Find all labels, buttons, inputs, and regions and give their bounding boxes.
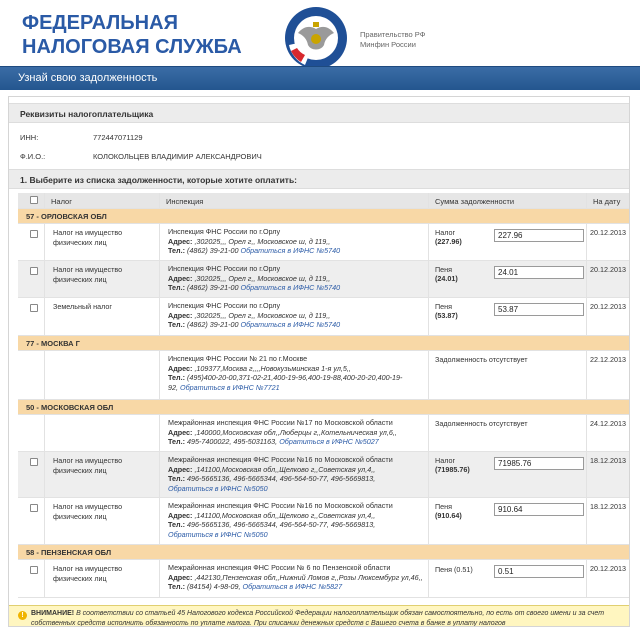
tax-name: Налог на имущество физических лиц [53, 502, 123, 521]
phone-label: Тел.: [168, 246, 187, 255]
warning-body: В соответствии со статьей 45 Налогового кодекса Российской Федерации налогоплательщик обязан самостоятельно, по есть от своего имени и за счет собственных средств исполнить обязанность по уплате налога. При списании денежных средств с Вашего счета в банке в уплату налогов [31, 610, 605, 627]
gov-line-1[interactable]: Правительство РФ [360, 30, 426, 39]
address-text: ,442130,Пензенская обл,,Нижний Ломов г,,Розы Люксембург ул,46,, [194, 572, 423, 582]
address-label: Адрес: [168, 572, 195, 582]
amount-type: Налог [435, 456, 456, 465]
warning-lead: ВНИМАНИЕ! [31, 610, 75, 617]
phone-label: Тел.: [168, 520, 187, 529]
inspection-name: Инспекция ФНС России по г.Орлу [168, 227, 281, 236]
phone-text: (84154) 4-98-09, [186, 582, 241, 591]
contact-inspection-link[interactable]: Обратиться в ИФНС №5827 [242, 582, 343, 591]
amount-type: Пеня [435, 302, 453, 311]
inspection-info [168, 227, 426, 256]
phone-text: 496-5665136, 496-5665344, 496-564-50-77, 496-5669813, [186, 520, 376, 529]
fns-logo-text[interactable] [22, 11, 242, 59]
region-group-row [18, 209, 629, 224]
col-tax: Налог [51, 197, 72, 206]
address-text: ,140000,Московская обл,,Люберцы г,,Котельническая ул,6,, [194, 427, 397, 437]
address-text: ,141100,Московская обл,,Щелково г,,Советская ул,4,, [194, 510, 376, 520]
amount-original: (910.64) [435, 511, 462, 520]
contact-inspection-link[interactable]: Обратиться в ИФНС №5740 [240, 246, 341, 255]
address-label: Адрес: [168, 363, 195, 373]
brand-line-2: НАЛОГОВАЯ СЛУЖБА [22, 36, 242, 58]
debt-date: 22.12.2013 [590, 355, 626, 364]
debts-section-title [9, 169, 629, 189]
debt-date: 20.12.2013 [590, 564, 626, 573]
inspection-info [168, 354, 403, 392]
taxpayer-section-title [9, 103, 629, 123]
region-group-row [18, 545, 629, 560]
warning-icon: ! [18, 611, 27, 620]
phone-text: 496-5665136, 496-5665344, 496-564-50-77, 496-5669813, [186, 474, 376, 483]
inspection-name: Межрайонная инспекция ФНС России №16 по Московской области [168, 501, 393, 510]
address-label: Адрес: [168, 510, 195, 520]
inspection-info [168, 264, 426, 293]
table-row [18, 415, 629, 452]
tax-name: Земельный налог [53, 302, 112, 311]
payment-amount-input[interactable] [494, 457, 584, 470]
phone-text: 495-7400022, 495-5031163, [186, 437, 278, 446]
row-checkbox[interactable] [30, 458, 38, 466]
inspection-info [168, 501, 426, 539]
amount-type: Пеня [435, 502, 453, 511]
debt-date: 18.12.2013 [590, 456, 626, 465]
inspection-name: Инспекция ФНС России по г.Орлу [168, 264, 281, 273]
inspection-name: Межрайонная инспекция ФНС России № 6 по Пензенской области [168, 563, 391, 572]
debt-date: 20.12.2013 [590, 265, 626, 274]
address-text: ,302025,,, Орел г,, Московское ш, д 119,, [194, 236, 331, 246]
table-row [18, 560, 629, 598]
col-amount: Сумма задолженности [435, 197, 515, 206]
amount-original: (53.87) [435, 311, 458, 320]
amount-original: (71985.76) [435, 465, 470, 474]
main-content [8, 96, 630, 627]
tax-name: Налог на имущество физических лиц [53, 456, 123, 475]
phone-text: (495)400-20-00,371-02-21,400-19-96,400-19-88,400-20-20,400-19-92, [168, 373, 403, 392]
contact-inspection-link[interactable]: Обратиться в ИФНС №5740 [240, 283, 341, 292]
table-row [18, 224, 629, 261]
phone-text: (4862) 39-21-00 [186, 320, 239, 329]
region-group-row [18, 400, 629, 415]
amount-type: Налог [435, 228, 456, 237]
address-text: ,302025,,, Орел г,, Московское ш, д 119,, [194, 310, 331, 320]
phone-label: Тел.: [168, 437, 187, 446]
tax-name: Налог на имущество физических лиц [53, 228, 123, 247]
phone-label: Тел.: [168, 582, 187, 591]
warning-text [31, 609, 626, 627]
contact-inspection-link[interactable]: Обратиться в ИФНС №5740 [240, 320, 341, 329]
table-row [18, 351, 629, 400]
debt-date: 20.12.2013 [590, 302, 626, 311]
debt-date: 24.12.2013 [590, 419, 626, 428]
inspection-info [168, 418, 426, 447]
gov-line-2[interactable]: Минфин России [360, 40, 416, 49]
fio-value: КОЛОКОЛЬЦЕВ ВЛАДИМИР АЛЕКСАНДРОВИЧ [93, 152, 262, 161]
debt-status: Задолженность отсутствует [435, 419, 528, 428]
region-name: 58 - ПЕНЗЕНСКАЯ ОБЛ [26, 548, 112, 557]
row-checkbox[interactable] [30, 267, 38, 275]
amount-original: (227.96) [435, 237, 462, 246]
table-row [18, 298, 629, 336]
payment-amount-input[interactable] [494, 266, 584, 279]
fns-emblem-icon[interactable] [283, 5, 349, 71]
col-date: На дату [593, 197, 621, 206]
address-label: Адрес: [168, 427, 195, 437]
inspection-info [168, 563, 426, 592]
select-all-checkbox[interactable] [30, 196, 38, 204]
payment-amount-input[interactable] [494, 303, 584, 316]
row-checkbox[interactable] [30, 566, 38, 574]
row-checkbox[interactable] [30, 304, 38, 312]
amount-type: Пеня (0.51) [435, 565, 473, 574]
address-text: ,109377,Москва г,,,,Новокузьминская 1-я ул,5,, [194, 363, 351, 373]
phone-label: Тел.: [168, 320, 187, 329]
debts-section-label: 1. Выберите из списка задолженности, которые хотите оплатить: [20, 175, 298, 185]
inn-value: 772447071129 [93, 133, 143, 142]
fio-label: Ф.И.О.: [20, 152, 46, 161]
region-name: 50 - МОСКОВСКАЯ ОБЛ [26, 403, 114, 412]
page-title-bar [0, 66, 640, 90]
row-checkbox[interactable] [30, 230, 38, 238]
inspection-name: Инспекция ФНС России по г.Орлу [168, 301, 281, 310]
site-header [0, 0, 640, 66]
table-row [18, 452, 629, 498]
contact-inspection-link[interactable]: Обратиться в ИФНС №5050 [168, 529, 268, 539]
payment-amount-input[interactable] [494, 229, 584, 242]
inspection-info [168, 455, 426, 493]
address-text: ,302025,,, Орел г,, Московское ш, д 119,, [194, 273, 331, 283]
table-header-row [18, 193, 629, 209]
contact-inspection-link[interactable]: Обратиться в ИФНС №7721 [180, 382, 280, 392]
tax-name: Налог на имущество физических лиц [53, 564, 123, 583]
region-name: 57 - ОРЛОВСКАЯ ОБЛ [26, 212, 107, 221]
debt-date: 20.12.2013 [590, 228, 626, 237]
phone-text: (4862) 39-21-00 [186, 283, 239, 292]
government-links [360, 30, 425, 50]
inspection-name: Межрайонная инспекция ФНС России №16 по Московской области [168, 455, 393, 464]
address-text: ,141100,Московская обл,,Щелково г,,Советская ул,4,, [194, 464, 376, 474]
inspection-info [168, 301, 426, 330]
table-row [18, 498, 629, 545]
region-group-row [18, 336, 629, 351]
taxpayer-section-label: Реквизиты налогоплательщика [20, 109, 154, 119]
debt-date: 18.12.2013 [590, 502, 626, 511]
address-label: Адрес: [168, 464, 195, 474]
address-label: Адрес: [168, 273, 195, 283]
contact-inspection-link[interactable]: Обратиться в ИФНС №5027 [279, 437, 379, 446]
table-row [18, 261, 629, 298]
inspection-name: Инспекция ФНС России № 21 по г.Москве [168, 354, 308, 363]
amount-original: (24.01) [435, 274, 458, 283]
amount-type: Пеня [435, 265, 453, 274]
phone-label: Тел.: [168, 474, 187, 483]
phone-label: Тел.: [168, 283, 187, 292]
payment-amount-input[interactable] [494, 503, 584, 516]
inspection-name: Межрайонная инспекция ФНС России №17 по Московской области [168, 418, 393, 427]
phone-text: (4862) 39-21-00 [186, 246, 239, 255]
address-label: Адрес: [168, 310, 195, 320]
warning-banner [9, 605, 629, 627]
debt-status: Задолженность отсутствует [435, 355, 528, 364]
row-checkbox[interactable] [30, 504, 38, 512]
phone-label: Тел.: [168, 373, 187, 382]
address-label: Адрес: [168, 236, 195, 246]
region-name: 77 - МОСКВА Г [26, 339, 80, 348]
col-inspection: Инспекция [166, 197, 204, 206]
tax-name: Налог на имущество физических лиц [53, 265, 123, 284]
brand-line-1: ФЕДЕРАЛЬНАЯ [22, 12, 178, 34]
contact-inspection-link[interactable]: Обратиться в ИФНС №5050 [168, 483, 268, 493]
payment-amount-input[interactable] [494, 565, 584, 578]
page-title: Узнай свою задолженность [18, 72, 158, 84]
inn-label: ИНН: [20, 133, 39, 142]
